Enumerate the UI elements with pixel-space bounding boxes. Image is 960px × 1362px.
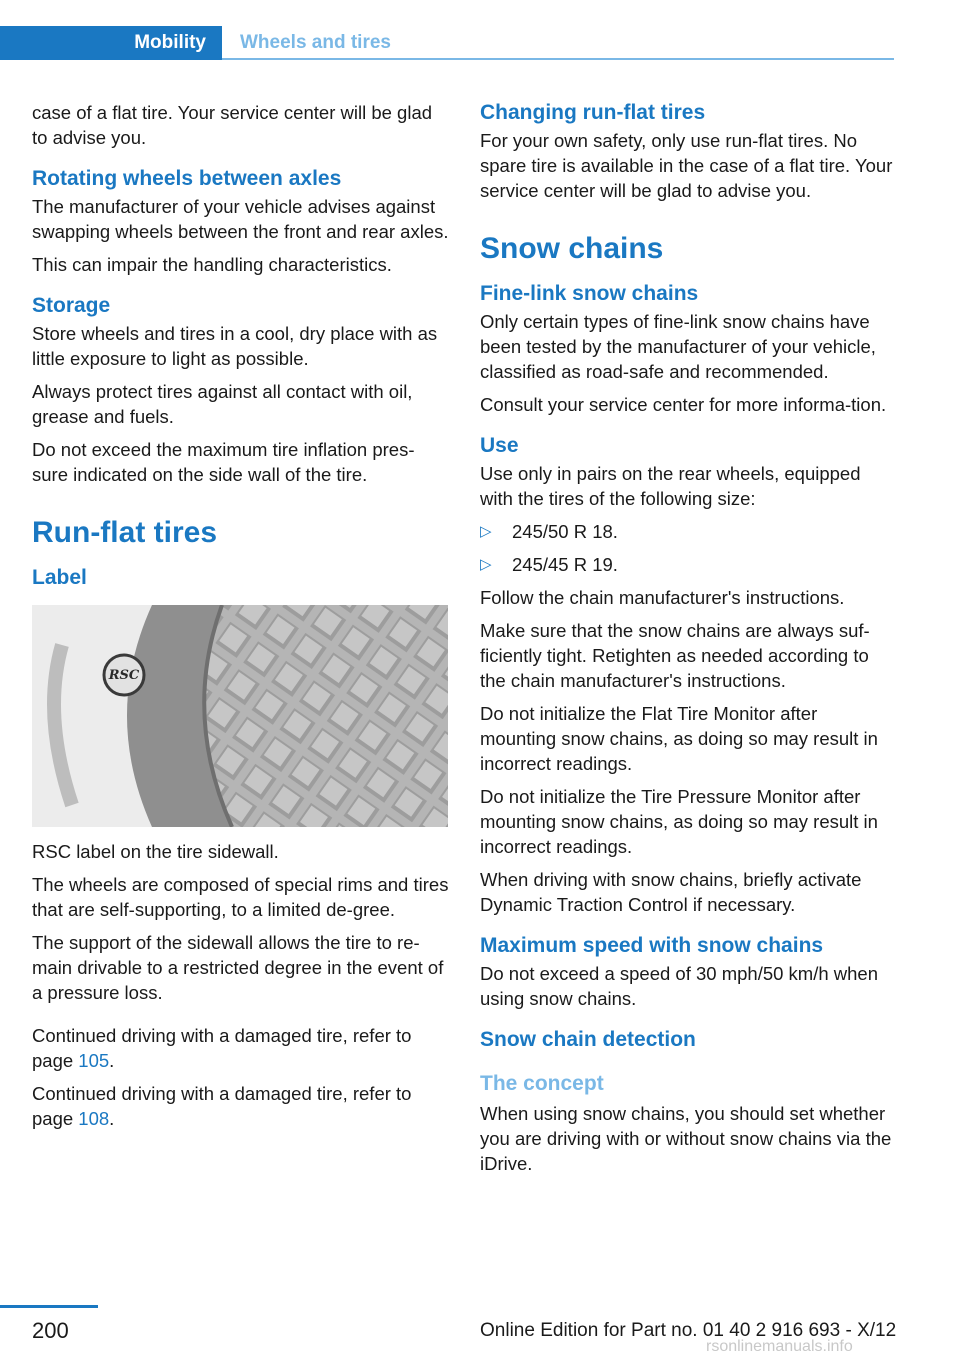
intro-paragraph: case of a flat tire. Your service center will be glad to advise you. [32,102,433,148]
reference-2 [32,1081,450,1131]
fine-link-heading: Fine-link snow chains [480,282,699,305]
reference-2-text: Continued driving with a damaged tire, refer to page [32,1083,412,1129]
list-item [480,519,898,544]
rsc-tire-illustration [32,605,448,827]
reference-1-period: . [109,1050,115,1071]
rotating-paragraph-1: The manufacturer of your vehicle advises against swapping wheels between the front and rear axles. [32,196,449,242]
header-rule [222,58,894,60]
reference-1-text: Continued driving with a damaged tire, refer to page [32,1025,412,1071]
rsc-logo: RSC [108,668,140,683]
page-header [0,0,960,62]
chapter-tab: Wheels and tires [240,32,391,53]
detection-heading: Snow chain detection [480,1028,696,1051]
figure-caption: RSC label on the tire sidewall. [32,841,279,862]
max-speed-paragraph: Do not exceed a speed of 30 mph/50 km/h when using snow chains. [480,963,879,1009]
section-tab: Mobility [0,26,222,60]
snow-chains-heading: Snow chains [480,232,664,265]
page-number: 200 [32,1318,69,1343]
changing-heading: Changing run-flat tires [480,101,706,124]
rotating-heading: Rotating wheels between axles [32,167,342,190]
list-item-text: 245/45 R 19. [512,554,618,575]
footer-rule [0,1305,98,1308]
page-link-108[interactable]: 108 [78,1108,110,1129]
watermark: rsonlinemanuals.info [706,1338,853,1355]
reference-1 [32,1023,450,1073]
fine-link-paragraph-2: Consult your service center for more informa-tion. [480,394,887,415]
use-heading: Use [480,434,519,457]
tire-drawing [32,605,448,827]
right-column [480,100,898,1184]
fine-link-paragraph-1: Only certain types of fine-link snow chains have been tested by the manufacturer of your vehicle, classified as road-safe and recommended. [480,311,876,382]
use-paragraph-1: Use only in pairs on the rear wheels, equipped with the tires of the following size: [480,463,861,509]
runflat-paragraph-1: The wheels are composed of special rims and tires that are self-supporting, to a limited de-gree. [32,874,449,920]
rotating-paragraph-2: This can impair the handling characteristics. [32,254,392,275]
reference-2-period: . [109,1108,115,1129]
storage-heading: Storage [32,294,111,317]
list-item [480,552,898,577]
use-paragraph-2: Follow the chain manufacturer's instructions. [480,587,845,608]
runflat-heading: Run-flat tires [32,516,218,549]
use-paragraph-5: Do not initialize the Tire Pressure Monitor after mounting snow chains, as doing so may result in incorrect readings. [480,786,878,857]
page-link-105[interactable]: 105 [78,1050,110,1071]
storage-paragraph-3: Do not exceed the maximum tire inflation pres-sure indicated on the side wall of the tire. [32,439,415,485]
concept-heading: The concept [480,1072,604,1095]
edition-note: Online Edition for Part no. 01 40 2 916 693 - X/12 [480,1320,897,1341]
use-paragraph-6: When driving with snow chains, briefly activate Dynamic Traction Control if necessary. [480,869,862,915]
max-speed-heading: Maximum speed with snow chains [480,934,824,957]
use-paragraph-3: Make sure that the snow chains are always suf-ficiently tight. Retighten as needed according to the chain manufacturer's instructions. [480,620,870,691]
triangle-bullet-icon: ▷ [480,556,492,573]
triangle-bullet-icon: ▷ [480,523,492,540]
storage-paragraph-1: Store wheels and tires in a cool, dry place with as little exposure to light as possible. [32,323,438,369]
concept-paragraph: When using snow chains, you should set whether you are driving with or without snow chains via the iDrive. [480,1103,892,1174]
use-paragraph-4: Do not initialize the Flat Tire Monitor after mounting snow chains, as doing so may result in incorrect readings. [480,703,878,774]
changing-paragraph: For your own safety, only use run-flat tires. No spare tire is available in the case of a flat tire. Your service center will be glad to advise you. [480,130,893,201]
label-heading: Label [32,566,87,589]
list-item-text: 245/50 R 18. [512,521,618,542]
storage-paragraph-2: Always protect tires against all contact with oil, grease and fuels. [32,381,413,427]
left-column [32,100,450,1139]
runflat-paragraph-2: The support of the sidewall allows the tire to re-main drivable to a restricted degree in the event of a pressure loss. [32,932,444,1003]
